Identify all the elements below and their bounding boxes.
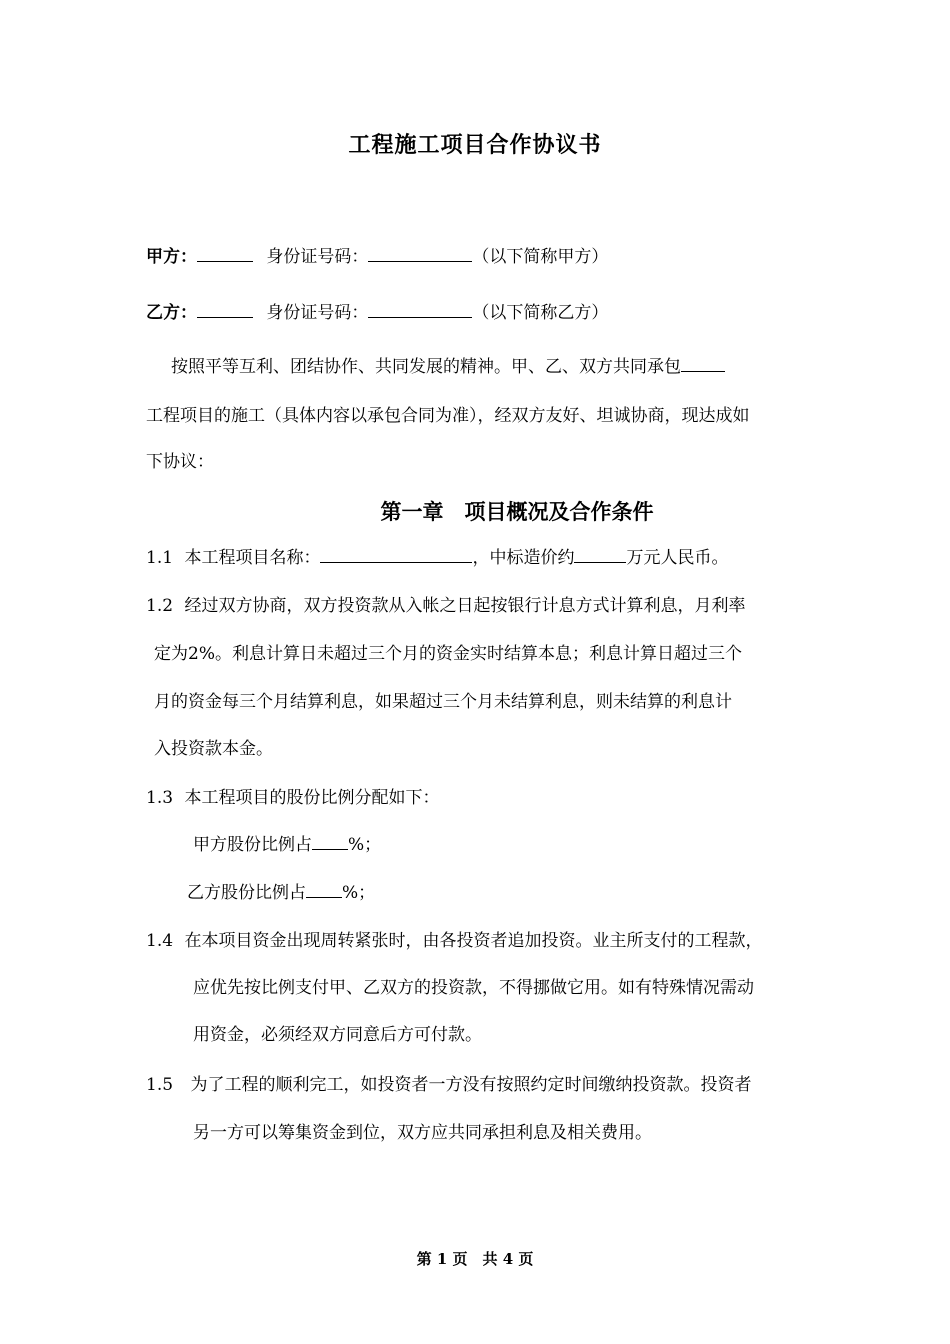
clause-1-5-line-1 bbox=[146, 1073, 751, 1097]
bid-price-blank bbox=[574, 545, 626, 563]
party-b-share-line bbox=[187, 880, 375, 905]
intro-line-3: 下协议： bbox=[146, 452, 214, 472]
party-b-id-blank bbox=[368, 300, 472, 318]
clause-1-2-line-1 bbox=[146, 594, 745, 618]
clause-1-5-line-2: 另一方可以筹集资金到位，双方应共同承担利息及相关费用。 bbox=[193, 1123, 652, 1143]
intro-line-2: 工程项目的施工（具体内容以承包合同为准），经双方友好、坦诚协商，现达成如 bbox=[146, 406, 750, 426]
party-b-line bbox=[146, 300, 608, 325]
clause-1-2-line-4: 入投资款本金。 bbox=[154, 739, 273, 759]
clause-1-4-line-1 bbox=[146, 929, 762, 953]
party-a-suffix: （以下简称甲方） bbox=[472, 247, 609, 267]
percent-sign: %； bbox=[342, 883, 376, 903]
chapter-1-heading: 第一章 项目概况及合作条件 bbox=[380, 499, 654, 524]
project-blank bbox=[681, 354, 725, 372]
clause-1-5-text-1: 为了工程的顺利完工，如投资者一方没有按照约定时间缴纳投资款。投资者 bbox=[190, 1075, 752, 1095]
party-a-share-label: 甲方股份比例占 bbox=[193, 835, 312, 855]
clause-1-2-line-2: 定为2%。利息计算日未超过三个月的资金实时结算本息；利息计算日超过三个 bbox=[154, 644, 742, 664]
clause-1-1-text-c: 万元人民币。 bbox=[626, 548, 729, 568]
party-a-name-blank bbox=[197, 244, 253, 262]
clause-1-4-line-2: 应优先按比例支付甲、乙双方的投资款，不得挪做它用。如有特殊情况需动 bbox=[193, 978, 754, 998]
intro-line-1 bbox=[171, 354, 725, 379]
clause-number: 1.4 bbox=[146, 931, 174, 951]
party-a-line bbox=[146, 244, 608, 269]
party-b-suffix: （以下简称乙方） bbox=[472, 303, 609, 323]
party-a-id-label: 身份证号码： bbox=[266, 247, 369, 267]
clause-number: 1.1 bbox=[146, 548, 174, 568]
clause-1-4-text-1: 在本项目资金出现周转紧张时，由各投资者追加投资。业主所支付的工程款， bbox=[184, 931, 763, 951]
clause-1-2-text-1: 经过双方协商，双方投资款从入帐之日起按银行计息方式计算利息，月利率 bbox=[184, 596, 746, 616]
party-b-label: 乙方： bbox=[146, 303, 197, 323]
party-a-share-line bbox=[193, 832, 381, 857]
project-name-blank bbox=[320, 545, 472, 563]
clause-number: 1.2 bbox=[146, 596, 174, 616]
clause-number: 1.5 bbox=[146, 1075, 174, 1095]
party-a-id-blank bbox=[368, 244, 472, 262]
clause-1-1-text-b: ，中标造价约 bbox=[472, 548, 575, 568]
document-title: 工程施工项目合作协议书 bbox=[348, 132, 602, 158]
clause-1-1-text-a: 本工程项目名称： bbox=[184, 548, 321, 568]
party-b-share-label: 乙方股份比例占 bbox=[187, 883, 306, 903]
party-b-name-blank bbox=[197, 300, 253, 318]
party-b-share-blank bbox=[306, 880, 342, 898]
intro-text-1: 按照平等互利、团结协作、共同发展的精神。甲、乙、双方共同承包 bbox=[171, 357, 681, 377]
clause-1-3 bbox=[146, 786, 439, 810]
clause-1-1 bbox=[146, 545, 728, 570]
clause-1-3-text: 本工程项目的股份比例分配如下： bbox=[184, 788, 440, 808]
clause-1-4-line-3: 用资金，必须经双方同意后方可付款。 bbox=[193, 1025, 482, 1045]
percent-sign: %； bbox=[348, 835, 382, 855]
clause-1-2-line-3: 月的资金每三个月结算利息，如果超过三个月未结算利息，则未结算的利息计 bbox=[154, 692, 732, 712]
page-footer: 第 1 页 共 4 页 bbox=[416, 1250, 534, 1268]
clause-number: 1.3 bbox=[146, 788, 174, 808]
party-a-label: 甲方： bbox=[146, 247, 197, 267]
party-a-share-blank bbox=[312, 832, 348, 850]
party-b-id-label: 身份证号码： bbox=[266, 303, 369, 323]
